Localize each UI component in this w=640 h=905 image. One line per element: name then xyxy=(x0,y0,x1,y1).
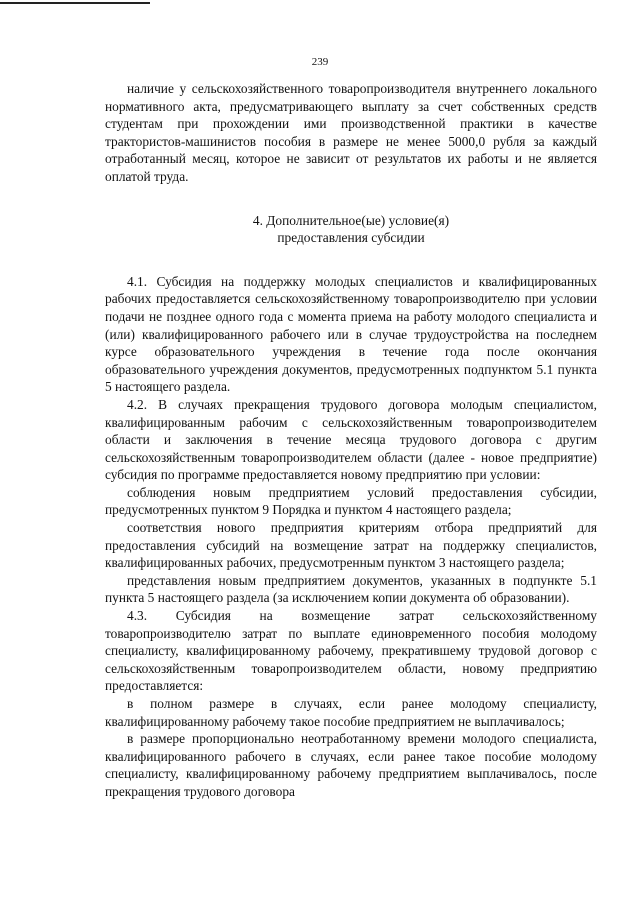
paragraph-condition-2: соответствия нового предприятия критериям отбора предприятий для предоставления субсидий на возмещение затрат на поддержку специалистов, квалифицированных рабочих, предусмотренным пунктом 3 настоящего раздела; xyxy=(105,520,597,571)
section-heading xyxy=(105,212,597,247)
paragraph-4-2: 4.2. В случаях прекращения трудового договора молодым специалистом, квалифицированным рабочим с сельскохозяйственным товаропроизводителем области и заключения в течение месяца трудового договора с другим сельскохозяйственным товаропроизводителем области (далее - новое предприятие) субсидия по программе предоставляется новому предприятию при условии: xyxy=(105,396,597,483)
paragraph-case-2: в размере пропорционально неотработанному времени молодого специалиста, квалифицированного рабочего в случаях, если ранее такое пособие молодому специалисту, квалифицированному рабочему предприятием выплачивалось, после прекращения трудового договора xyxy=(105,731,597,799)
paragraph-4-3: 4.3. Субсидия на возмещение затрат сельскохозяйственному товаропроизводителю затрат по выплате единовременного пособия молодому специалисту, квалифицированному рабочему, прекратившему трудовой договор с сельскохозяйственным товаропроизводителем области, новому предприятию предоставляется: xyxy=(105,608,597,694)
top-rule xyxy=(0,2,150,4)
paragraph-intro: наличие у сельскохозяйственного товаропроизводителя внутреннего локального нормативного акта, предусматривающего выплату за счет собственных средств студентам при прохождении ими производственной практики в качестве трактористов-машинистов пособия в размере не менее 5000,0 рубля за каждый отработанный месяц, которое не зависит от результатов их работы и не является оплатой труда. xyxy=(105,81,597,184)
paragraph-condition-1: соблюдения новым предприятием условий предоставления субсидии, предусмотренных пунктом 9 Порядка и пунктом 4 настоящего раздела; xyxy=(105,484,597,518)
paragraph-4-1: 4.1. Субсидия на поддержку молодых специалистов и квалифицированных рабочих предоставляется сельскохозяйственному товаропроизводителю при условии подачи не позднее одного года с момента приема на работу молодого специалиста и (или) квалифицированного рабочего или в случае трудоустройства на последнем курсе образовательного учреждения в течение года после окончания образовательного учреждения документов, предусмотренных подпунктом 5.1 пункта 5 настоящего раздела. xyxy=(105,273,597,395)
section-heading-line1: 4. Дополнительное(ые) условие(я) xyxy=(252,212,450,228)
page-number: 239 xyxy=(311,56,329,68)
paragraph-condition-3: представления новым предприятием документов, указанных в подпункте 5.1 пункта 5 настоящего раздела (за исключением копии документа об образовании). xyxy=(105,572,597,606)
section-heading-line2: предоставления субсидии xyxy=(277,230,425,246)
document-body xyxy=(105,80,597,801)
paragraph-case-1: в полном размере в случаях, если ранее молодому специалисту, квалифицированному рабочему такое пособие предприятием не выплачивалось; xyxy=(105,696,597,729)
